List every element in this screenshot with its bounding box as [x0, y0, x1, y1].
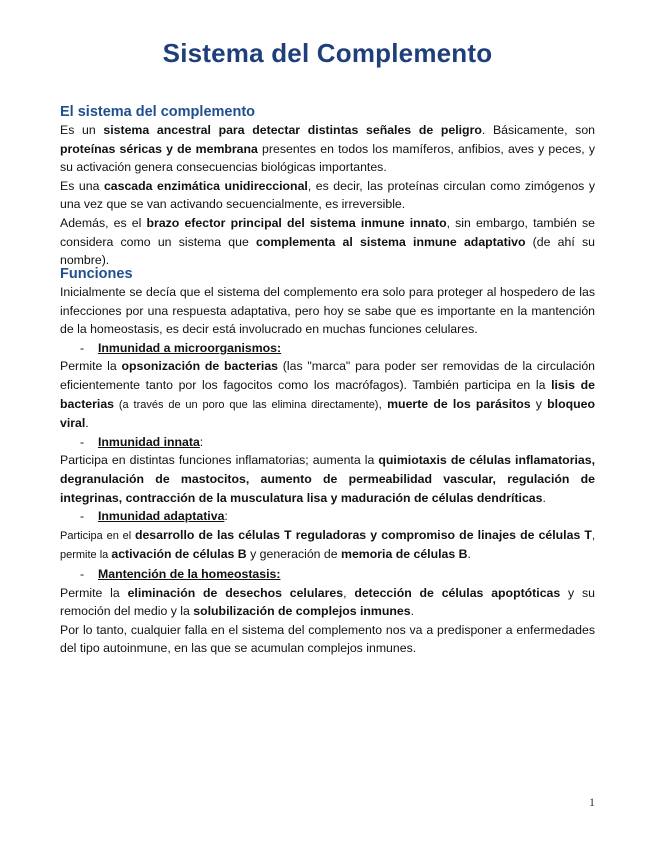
label-suffix: :: [224, 509, 228, 524]
text-run: ,: [378, 396, 388, 411]
text-run: Participa en distintas funciones inflamatorias; aumenta la: [60, 453, 379, 468]
text-run: .: [85, 416, 89, 431]
list-item: [60, 565, 595, 584]
dash-marker: -: [80, 340, 85, 355]
bold-text: brazo efector principal del sistema inmune innato: [146, 215, 447, 230]
bold-text: quimiotaxis de células inflamatorias, degranulación de mastocitos, aumento de permeabilidad vascular, regulación de integrinas, contracción de la musculatura lisa y maduración de células dendríticas: [60, 453, 595, 505]
bold-text: lisis de bacterias: [60, 377, 595, 411]
list-item: [60, 339, 595, 358]
list-item: [60, 433, 595, 452]
dash-marker: -: [80, 566, 85, 581]
list-item-label: Inmunidad adaptativa: [98, 509, 225, 524]
text-run: Además, es el: [60, 215, 147, 230]
paragraph: [60, 621, 595, 658]
bold-text: desarrollo de las células T reguladoras y compromiso de linajes de células T: [134, 527, 592, 542]
bold-text: opsonización de bacterias: [121, 359, 279, 374]
bold-text: solubilización de complejos inmunes: [193, 604, 411, 619]
paragraph: [60, 584, 595, 621]
list-item: [60, 507, 595, 526]
text-run: Inicialmente se decía que el sistema del complemento era solo para proteger al hospedero de las infecciones por una respuesta adaptativa, pero hoy se sabe que es importante en la mantención de la homeostasis, es decir está involucrado en muchas funciones celulares.: [60, 285, 595, 337]
text-run: Permite la: [60, 359, 122, 374]
text-run: y generación de: [246, 547, 342, 562]
dash-marker: -: [80, 434, 85, 449]
page-title: Sistema del Complemento: [162, 38, 493, 68]
text-run: , permite la: [60, 529, 595, 562]
text-run: .: [542, 490, 546, 505]
list-item-label: Mantención de la homeostasis:: [98, 566, 281, 581]
paragraph: [60, 177, 595, 214]
paragraph: [60, 121, 595, 177]
bold-text: proteínas séricas y de membrana: [60, 141, 258, 156]
paragraph: [60, 357, 595, 432]
label-suffix: :: [199, 434, 204, 449]
bold-text: bloqueo viral: [60, 396, 595, 431]
paragraph: [60, 283, 595, 339]
list-item-label: Inmunidad a microorganismos:: [98, 340, 282, 355]
text-run: y su remoción del medio y la: [60, 585, 595, 619]
paragraph: [60, 526, 595, 565]
bold-text: complementa al sistema inmune adaptativo: [256, 234, 526, 249]
section-complement-system: [60, 103, 595, 270]
list-item-label: Inmunidad innata: [98, 434, 200, 449]
bold-text: eliminación de desechos celulares: [127, 585, 344, 600]
text-run: (a través de un poro que las elimina directamente): [114, 398, 379, 411]
bold-text: detección de células apoptóticas: [354, 585, 561, 600]
text-run: (de ahí su nombre).: [60, 234, 595, 268]
text-run: , sin embargo, también se considera como un sistema que: [60, 215, 595, 249]
section-heading: El sistema del complemento: [60, 104, 256, 120]
text-run: Es una: [60, 178, 104, 193]
text-run: (las "marca" para poder ser removidas de la circulación eficientemente tanto por los fagocitos como los macrófagos). También participa en la: [60, 359, 595, 392]
text-run: Permite la: [60, 585, 128, 600]
bold-text: cascada enzimática unidireccional: [103, 178, 308, 193]
bold-text: sistema ancestral para detectar distintas señales de peligro: [103, 123, 482, 137]
dash-marker: -: [80, 509, 85, 524]
text-run: y: [530, 396, 548, 411]
text-run: Es un: [60, 123, 104, 137]
text-run: Por lo tanto, cualquier falla en el sistema del complemento nos va a predisponer a enfermedades del tipo autoinmune, en las que se acumulan complejos inmunes.: [60, 622, 595, 656]
paragraph: [60, 451, 595, 507]
text-run: ,: [343, 585, 355, 600]
bold-text: muerte de los parásitos: [387, 396, 531, 411]
text-run: , es decir, las proteínas circulan como zimógenos y una vez que se van activando secuencialmente, es irreversible.: [60, 178, 595, 212]
text-run: . Básicamente, son: [481, 123, 595, 137]
text-run: .: [467, 547, 471, 562]
text-run: .: [410, 604, 414, 619]
text-run: presentes en todos los mamíferos, anfibios, aves y peces, y su activación genera consecuencias biológicas importantes.: [60, 141, 595, 175]
bold-text: memoria de células B: [341, 547, 468, 562]
section-functions: [60, 265, 595, 658]
text-run: Participa en el: [60, 529, 135, 542]
paragraph: [60, 214, 595, 270]
page-number: 1: [589, 795, 595, 809]
bold-text: activación de células B: [111, 547, 247, 562]
section-heading: Funciones: [60, 266, 133, 282]
